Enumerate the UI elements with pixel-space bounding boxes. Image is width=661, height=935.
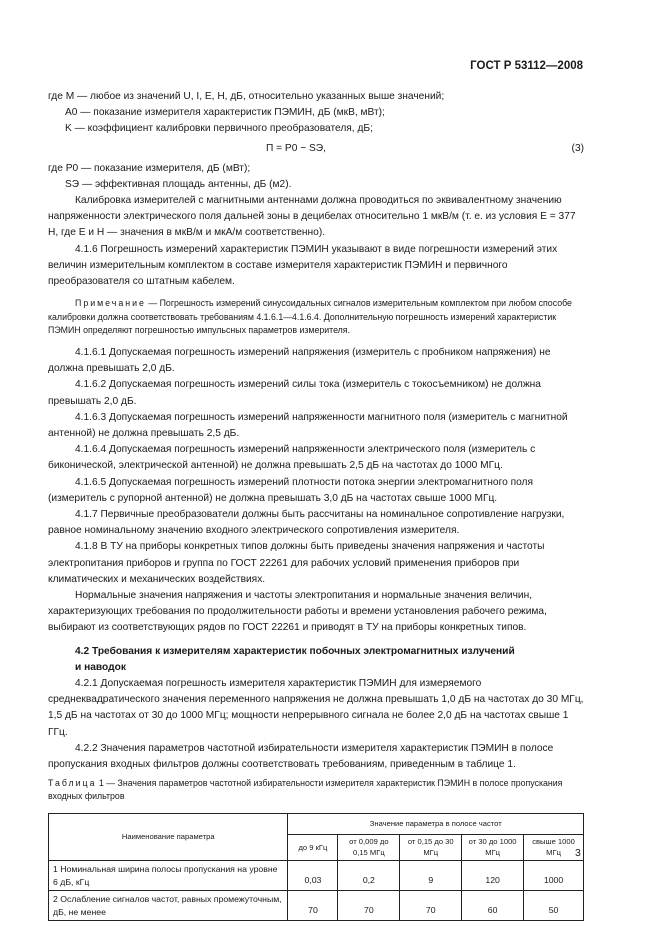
table-cell: 0,03 bbox=[288, 861, 338, 891]
note-label: Примечание bbox=[75, 298, 146, 309]
formula-3 bbox=[48, 141, 584, 159]
table-cell: 60 bbox=[462, 891, 524, 921]
table-cell: 70 bbox=[338, 891, 400, 921]
page-number: 3 bbox=[575, 847, 581, 859]
table-column-header: от 0,009 до 0,15 МГц bbox=[338, 835, 400, 861]
table-cell: 120 bbox=[462, 861, 524, 891]
standard-header: ГОСТ Р 53112—2008 bbox=[470, 60, 583, 72]
paragraph-4-1-7: 4.1.7 Первичные преобразователи должны быть рассчитаны на номинальное сопротивление нагрузки, равное номинальному значению входного электрического сопротивления измерителя. bbox=[48, 509, 565, 537]
table-row-name: 1 Номинальная ширина полосы пропускания на уровне 6 дБ, кГц bbox=[49, 861, 288, 891]
definition-k: K — коэффициент калибровки первичного преобразователя, дБ; bbox=[65, 123, 373, 135]
definition-se: SЭ — эффективная площадь антенны, дБ (м2). bbox=[65, 178, 292, 190]
table-column-header: до 9 кГц bbox=[288, 835, 338, 861]
table-column-header: свыше 1000 МГц bbox=[524, 835, 584, 861]
paragraph-4-2-1: 4.2.1 Допускаемая погрешность измерителя характеристик ПЭМИН для измеряемого среднеквадратического значения переменного напряжения не должна превышать 1,0 дБ на частотах до 30 МГц, 1,5 дБ на частотах от 30 до 1000 МГц; мощности непрерывного сигнала не более 2,0 дБ на частотах свыше 1 ГГц. bbox=[48, 678, 584, 738]
paragraph-4-1-6-2: 4.1.6.2 Допускаемая погрешность измерений силы тока (измеритель с токосъемником) не должна превышать 2,0 дБ. bbox=[48, 379, 541, 407]
table-cell: 70 bbox=[288, 891, 338, 921]
table-header-group: Значение параметра в полосе частот bbox=[288, 814, 584, 835]
table-caption bbox=[48, 777, 584, 803]
table-column-header: от 0,15 до 30 МГц bbox=[400, 835, 462, 861]
table-cell: 70 bbox=[400, 891, 462, 921]
table-cell: 9 bbox=[400, 861, 462, 891]
table-cell: 50 bbox=[524, 891, 584, 921]
paragraph-4-1-6-1: 4.1.6.1 Допускаемая погрешность измерений напряжения (измеритель с пробником напряжения) не должна превышать 2,0 дБ. bbox=[48, 347, 551, 375]
formula-expression: П = P0 − SЭ, bbox=[266, 142, 326, 154]
formula-number: (3) bbox=[571, 142, 584, 154]
section-heading-line-1: 4.2 Требования к измерителям характеристик побочных электромагнитных излучений bbox=[75, 645, 515, 657]
note bbox=[48, 297, 584, 338]
section-heading-line-2: и наводок bbox=[75, 661, 126, 673]
table-column-header: от 30 до 1000 МГц bbox=[462, 835, 524, 861]
table-cell: 1000 bbox=[524, 861, 584, 891]
paragraph-calibration: Калибровка измерителей с магнитными антеннами должна проводиться по эквивалентному значению напряженности электрического поля дальней зоны в децибелах относительно 1 мкВ/м (т. е. из условия E = 377 H, где E и H — значения в мкВ/м и мкА/м соответственно). bbox=[48, 195, 576, 239]
paragraph-4-1-6-3: 4.1.6.3 Допускаемая погрешность измерений напряженности магнитного поля (измеритель с магнитной антенной) не должна превышать 2,5 дБ. bbox=[48, 411, 568, 440]
document-body bbox=[48, 89, 584, 921]
table-row bbox=[49, 861, 584, 891]
paragraph-normal-values: Нормальные значения напряжения и частоты электропитания и нормальные значения величин, характеризующих требования по продолжительности работы и времени установления рабочего режима, выбирают из соответствующих рядов по ГОСТ 22261 и приводят в ТУ на приборы конкретных типов. bbox=[48, 590, 547, 634]
table-row-name: 2 Ослабление сигналов частот, равных промежуточным, дБ, не менее bbox=[49, 891, 288, 921]
paragraph-4-1-8: 4.1.8 В ТУ на приборы конкретных типов должны быть приведены значения напряжения и частоты электропитания приборов и группа по ГОСТ 22261 для рабочих условий применения приборов при климатических и механических воздействиях. bbox=[48, 541, 545, 585]
section-heading-4-2 bbox=[48, 644, 584, 676]
note-text: — Погрешность измерений синусоидальных сигналов измерительным комплектом при любом способе калибровки должна соответствовать требованиям 4.1.6.1—4.1.6.4. Дополнительную погрешность измерений характеристик ПЭМИН определяют погрешностью импульсных параметров измерителя. bbox=[48, 298, 572, 336]
paragraph-4-2-2: 4.2.2 Значения параметров частотной избирательности измерителя характеристик ПЭМИН в полосе пропускания входных фильтров должны соответствовать требованиям, приведенным в таблице 1. bbox=[48, 742, 554, 771]
table-caption-label: Таблица bbox=[48, 778, 97, 789]
paragraph-4-1-6-5: 4.1.6.5 Допускаемая погрешность измерений плотности потока энергии электромагнитного поля (измеритель с рупорной антенной) не должна превышать 3,0 дБ на частотах свыше 1000 МГц. bbox=[48, 476, 533, 504]
paragraph-4-1-6: 4.1.6 Погрешность измерений характеристик ПЭМИН указывают в виде погрешности измерений этих величин измерительным комплектом в составе измерителя характеристик ПЭМИН и первичного преобразователя со штатным кабелем. bbox=[48, 243, 558, 288]
table-row bbox=[49, 891, 584, 921]
paragraph-4-1-6-4: 4.1.6.4 Допускаемая погрешность измерений напряженности электрического поля (измеритель с биконической, электрической антенной) не должна превышать 2,5 дБ на частотах до 1000 МГц. bbox=[48, 444, 536, 472]
definition-a0: A0 — показание измерителя характеристик ПЭМИН, дБ (мкВ, мВт); bbox=[65, 107, 385, 119]
definition-m: где M — любое из значений U, I, E, H, дБ, относительно указанных выше значений; bbox=[48, 91, 445, 102]
definition-p0: где P0 — показание измерителя, дБ (мВт); bbox=[48, 162, 251, 174]
table-cell: 0,2 bbox=[338, 861, 400, 891]
selectivity-table bbox=[48, 813, 584, 921]
table-caption-text: 1 — Значения параметров частотной избирательности измерителя характеристик ПЭМИН в полосе пропускания входных фильтров bbox=[48, 778, 563, 802]
table-header-name: Наименование параметра bbox=[49, 814, 288, 861]
